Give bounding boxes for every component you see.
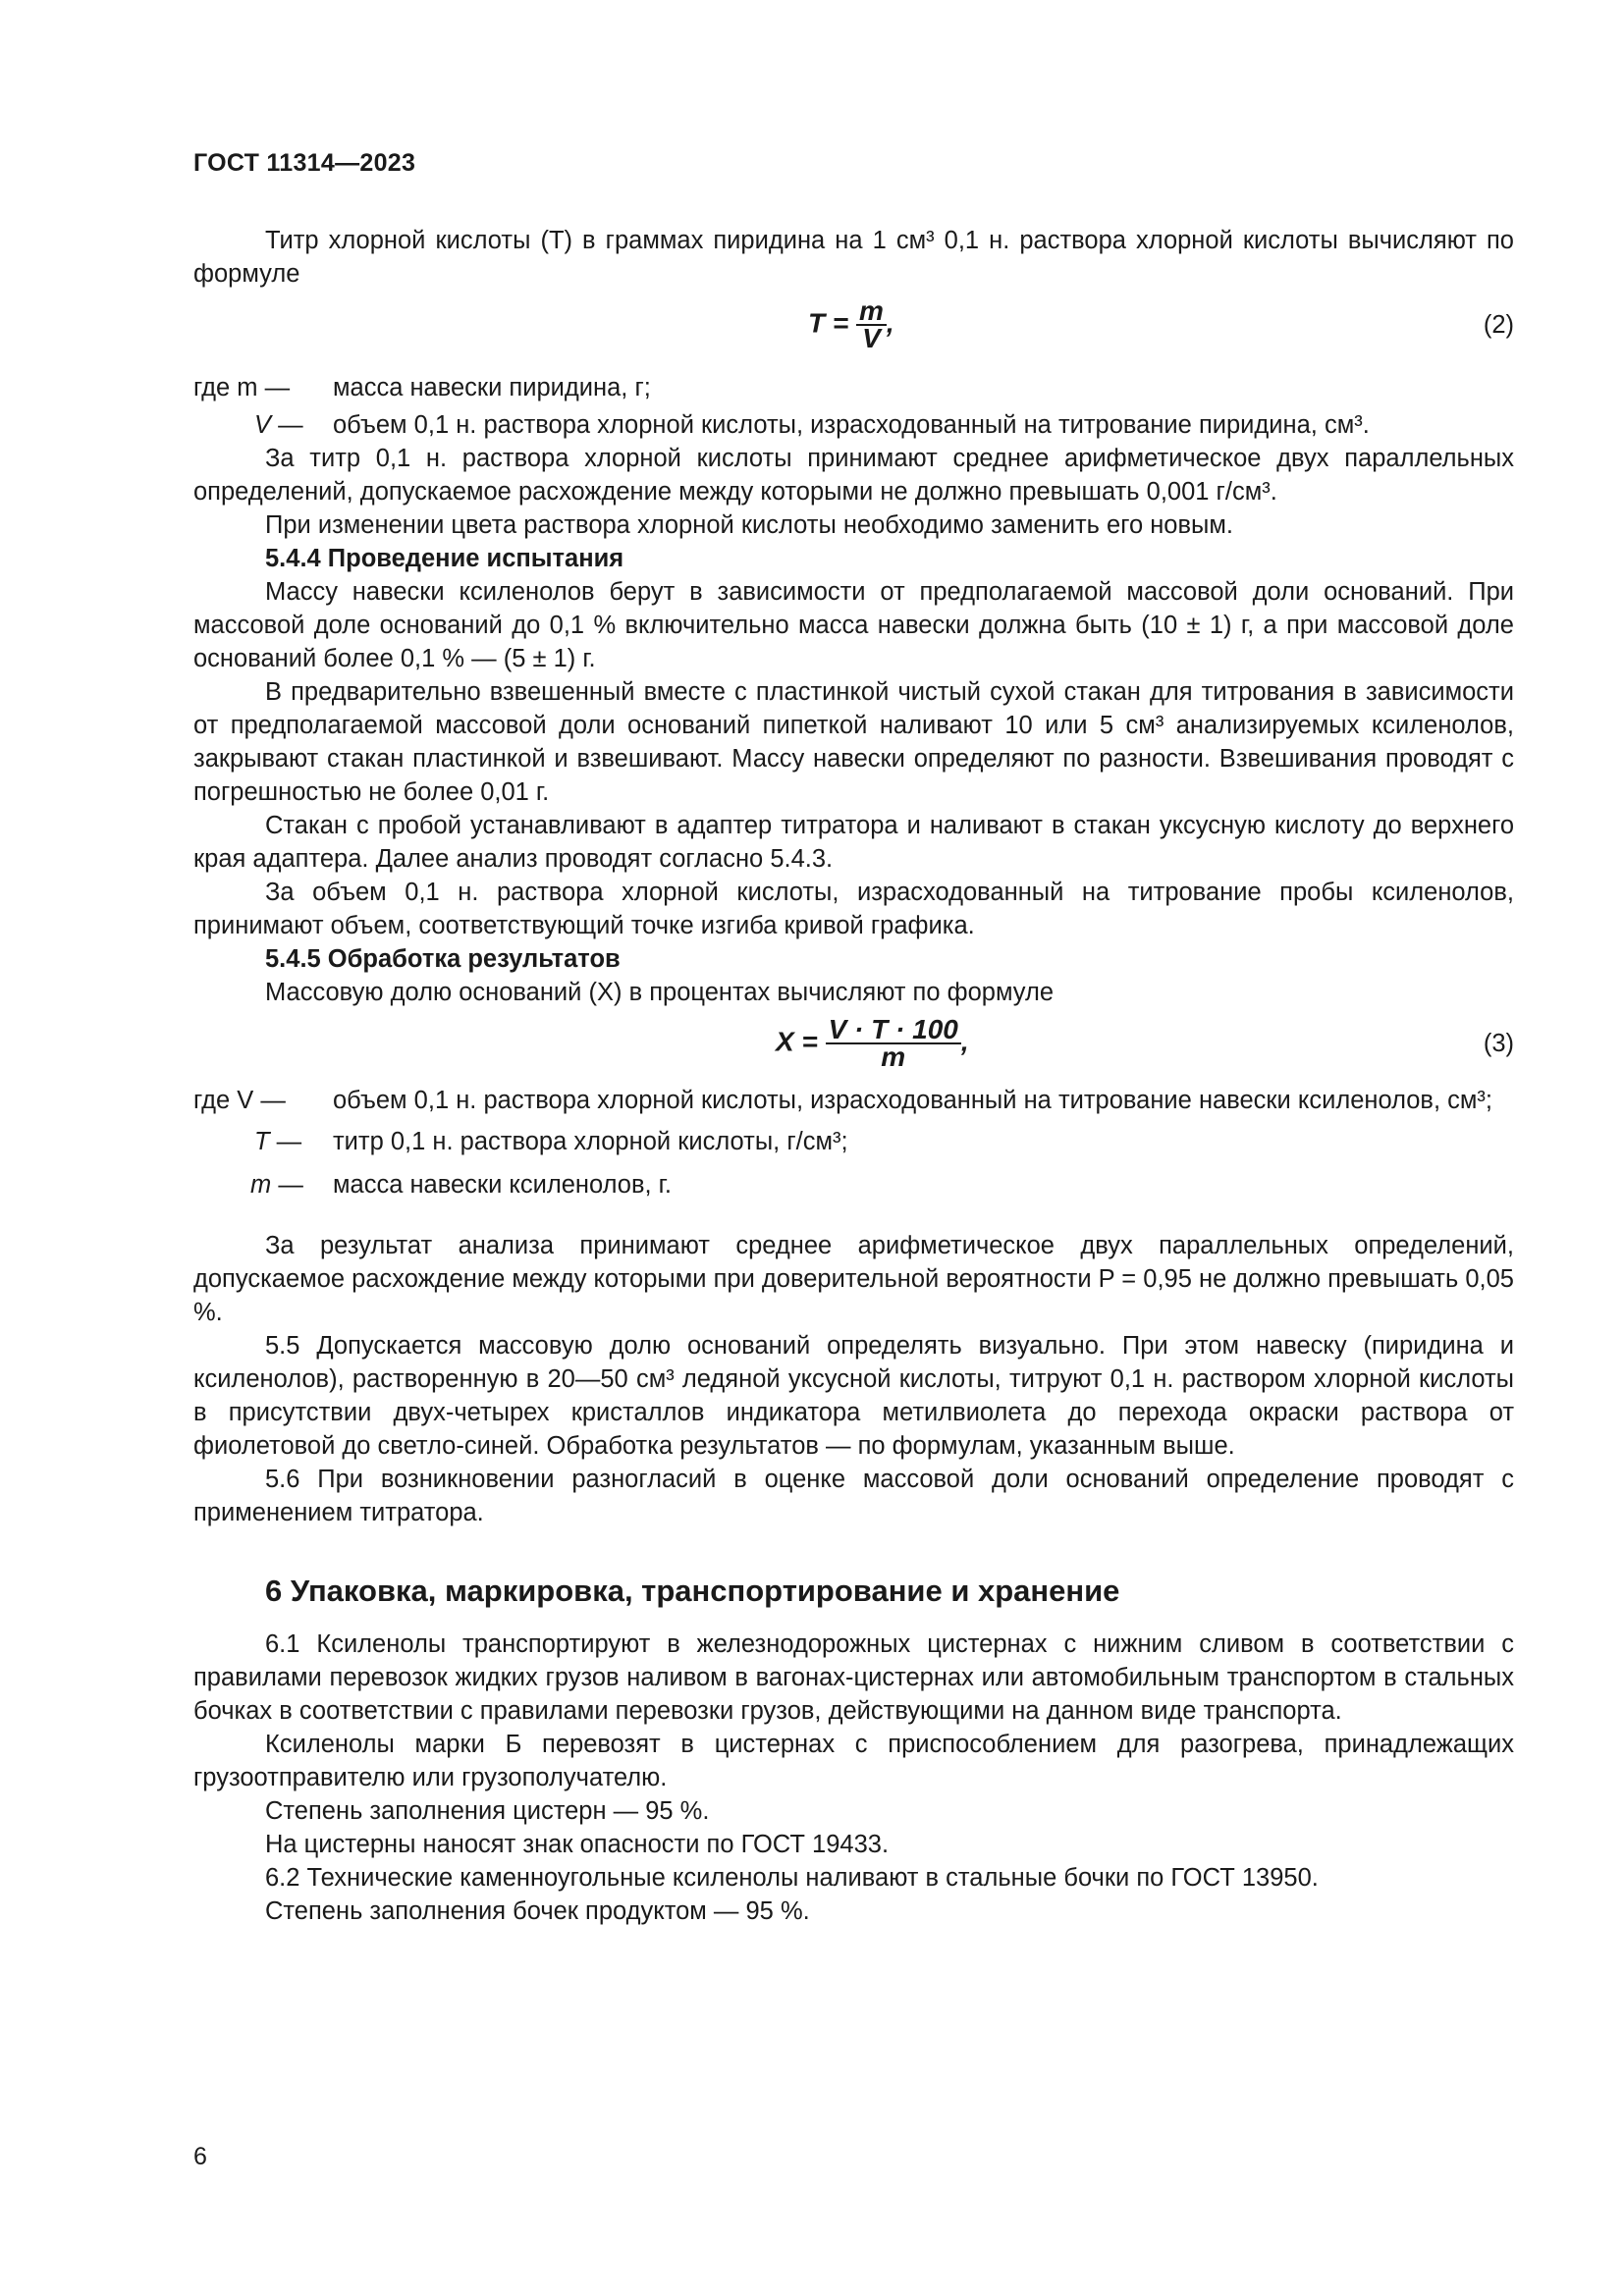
page-number: 6 bbox=[193, 2143, 207, 2170]
where-item bbox=[193, 1084, 1514, 1117]
paragraph-result: За результат анализа принимают среднее арифметическое двух параллельных определений, допускаемое расхождение между которыми при доверительной вероятности P = 0,95 не должно превышать 0,05 %. bbox=[193, 1232, 1514, 1326]
formula-3-number: (3) bbox=[1483, 1030, 1514, 1057]
where-symbol: где m bbox=[193, 374, 258, 401]
where-symbol: T bbox=[254, 1128, 270, 1155]
where-symbol: где V bbox=[193, 1087, 254, 1114]
where-text: масса навески пиридина, г; bbox=[333, 374, 651, 401]
document-header: ГОСТ 11314—2023 bbox=[193, 149, 416, 177]
formula-3-lhs: X = bbox=[776, 1026, 818, 1057]
where-list-2 bbox=[193, 371, 1514, 442]
paragraph-mass: Массу навески ксиленолов берут в зависимости от предполагаемой массовой доли оснований. При массовой доле оснований до 0,1 % включительно масса навески должна быть (10 ± 1) г, а при массовой доле оснований более 0,1 % — (5 ± 1) г. bbox=[193, 578, 1514, 672]
where-item bbox=[193, 371, 1514, 404]
document-body bbox=[193, 224, 1514, 1928]
where-dash: — bbox=[278, 1171, 303, 1199]
subsection-5-4-5-title: 5.4.5 Обработка результатов bbox=[265, 945, 621, 973]
formula-3-denominator: m bbox=[881, 1041, 906, 1072]
formula-3-tail: , bbox=[960, 1026, 969, 1057]
where-dash: — bbox=[264, 374, 291, 401]
formula-2-lhs: T = bbox=[808, 307, 849, 339]
paragraph-brand-b: Ксиленолы марки Б перевозят в цистернах с приспособлением для разогрева, принадлежащих грузоотправителю или грузополучателю. bbox=[193, 1731, 1514, 1791]
paragraph-6-2: 6.2 Технические каменноугольные ксиленолы наливают в стальные бочки по ГОСТ 13950. bbox=[265, 1864, 1319, 1892]
where-item bbox=[193, 1125, 1514, 1158]
paragraph-weigh: В предварительно взвешенный вместе с пластинкой чистый сухой стакан для титрования в зависимости от предполагаемой массовой доли оснований пипеткой наливают 10 или 5 см³ анализируемых ксиленолов, закрывают стакан пластинкой и взвешивают. Массу навески определяют по разности. Взвешивания проводят с погрешностью не более 0,01 г. bbox=[193, 678, 1514, 806]
paragraph-6-1: 6.1 Ксиленолы транспортируют в железнодорожных цистернах с нижним сливом в соответствии с правилами перевозок жидких грузов наливом в вагонах-цистернах или автомобильным транспортом в стальных бочках в соответствии с правилами перевозки грузов, действующими на данном виде транспорта. bbox=[193, 1630, 1514, 1725]
paragraph-avg-titr: За титр 0,1 н. раствора хлорной кислоты принимают среднее арифметическое двух параллельных определений, допускаемое расхождение между которыми не должно превышать 0,001 г/см³. bbox=[193, 445, 1514, 506]
paragraph-fill-drum: Степень заполнения бочек продуктом — 95 %. bbox=[265, 1897, 810, 1925]
where-item bbox=[193, 408, 1514, 442]
formula-3 bbox=[193, 1009, 1514, 1078]
formula-2-numerator: m bbox=[856, 298, 887, 326]
paragraph-5-5: 5.5 Допускается массовую долю оснований определять визуально. При этом навеску (пиридина и ксиленолов), растворенную в 20—50 см³ ледяной уксусной кислоты, титруют 0,1 н. раствором хлорной кислоты в присутствии двух-четырех кристаллов индикатора метилвиолета до перехода окраски раствора от фиолетовой до светло-синей. Обработка результатов — по формулам, указанным выше. bbox=[193, 1332, 1514, 1460]
paragraph-hazard: На цистерны наносят знак опасности по ГОСТ 19433. bbox=[265, 1831, 890, 1858]
where-label bbox=[193, 1125, 333, 1158]
formula-3-body bbox=[776, 1014, 969, 1072]
formula-2 bbox=[193, 291, 1514, 359]
section-6-title: 6 Упаковка, маркировка, транспортирование и хранение bbox=[265, 1574, 1120, 1608]
subsection-5-4-4-title: 5.4.4 Проведение испытания bbox=[265, 545, 624, 572]
formula-3-numerator: V · T · 100 bbox=[826, 1017, 961, 1044]
paragraph-fill-tank: Степень заполнения цистерн — 95 %. bbox=[265, 1797, 710, 1825]
where-dash: — bbox=[260, 1087, 286, 1114]
formula-2-body bbox=[808, 295, 894, 353]
where-symbol: m bbox=[250, 1171, 272, 1199]
where-text: объем 0,1 н. раствора хлорной кислоты, израсходованный на титрование навески ксиленолов, см³; bbox=[333, 1087, 1493, 1114]
where-label bbox=[193, 371, 333, 404]
formula-2-fraction bbox=[856, 295, 887, 353]
formula-3-fraction bbox=[826, 1014, 961, 1072]
where-dash: — bbox=[276, 1128, 302, 1155]
paragraph-x-intro: Массовую долю оснований (X) в процентах вычисляют по формуле bbox=[265, 979, 1055, 1006]
formula-2-denominator: V bbox=[862, 323, 881, 353]
where-dash: — bbox=[278, 411, 303, 439]
where-text: масса навески ксиленолов, г. bbox=[333, 1171, 672, 1199]
where-item bbox=[193, 1168, 1514, 1201]
where-text: объем 0,1 н. раствора хлорной кислоты, израсходованный на титрование пиридина, см³. bbox=[333, 411, 1370, 439]
where-list-3 bbox=[193, 1084, 1514, 1201]
paragraph-5-6: 5.6 При возникновении разногласий в оценке массовой доли оснований определение проводят с применением титратора. bbox=[193, 1466, 1514, 1526]
formula-2-tail: , bbox=[886, 307, 894, 339]
where-text: титр 0,1 н. раствора хлорной кислоты, г/см³; bbox=[333, 1128, 848, 1155]
paragraph-titr-intro: Титр хлорной кислоты (T) в граммах пиридина на 1 см³ 0,1 н. раствора хлорной кислоты вычисляют по формуле bbox=[193, 227, 1514, 288]
where-label bbox=[193, 408, 333, 442]
paragraph-glass: Стакан с пробой устанавливают в адаптер титратора и наливают в стакан уксусную кислоту до верхнего края адаптера. Далее анализ проводят согласно 5.4.3. bbox=[193, 812, 1514, 873]
where-label bbox=[193, 1084, 333, 1117]
paragraph-color-change: При изменении цвета раствора хлорной кислоты необходимо заменить его новым. bbox=[265, 511, 1233, 539]
formula-2-number: (2) bbox=[1483, 311, 1514, 339]
where-label bbox=[193, 1168, 333, 1201]
paragraph-volume: За объем 0,1 н. раствора хлорной кислоты, израсходованный на титрование пробы ксиленолов, принимают объем, соответствующий точке изгиба кривой графика. bbox=[193, 879, 1514, 939]
where-symbol: V bbox=[254, 411, 272, 439]
